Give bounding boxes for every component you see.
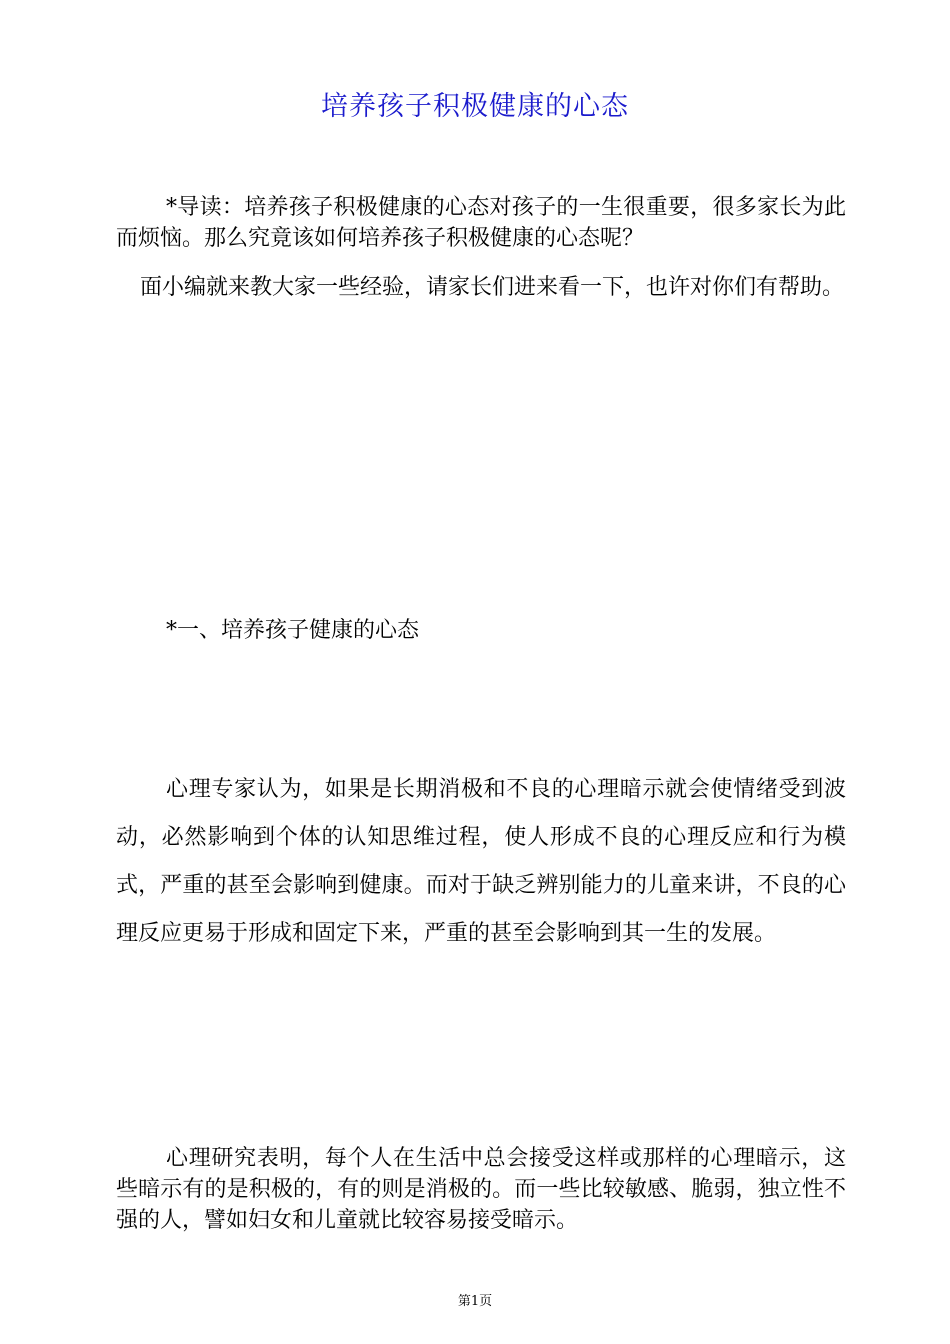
- body-paragraph-2: 心理研究表明，每个人在生活中总会接受这样或那样的心理暗示，这些暗示有的是积极的，有的则是消极的。而一些比较敏感、脆弱，独立性不强的人，譬如妇女和儿童就比较容易接受暗示。: [116, 1146, 846, 1233]
- document-title: 培养孩子积极健康的心态: [321, 91, 629, 122]
- section-heading: *一、培养孩子健康的心态: [166, 618, 420, 643]
- intro-paragraph: *导读：培养孩子积极健康的心态对孩子的一生很重要，很多家长为此而烦恼。那么究竟该如何培养孩子积极健康的心态呢？: [116, 195, 846, 251]
- page-number: 第1页: [457, 1294, 493, 1309]
- body-paragraph-1: 心理专家认为，如果是长期消极和不良的心理暗示就会使情绪受到波动，必然影响到个体的认知思维过程，使人形成不良的心理反应和行为模式，严重的甚至会影响到健康。而对于缺乏辨别能力的儿童来讲，不良的心理反应更易于形成和固定下来，严重的甚至会影响到其一生的发展。: [116, 777, 846, 946]
- intro-continued-paragraph: 面小编就来教大家一些经验，请家长们进来看一下，也许对你们有帮助。: [140, 275, 845, 300]
